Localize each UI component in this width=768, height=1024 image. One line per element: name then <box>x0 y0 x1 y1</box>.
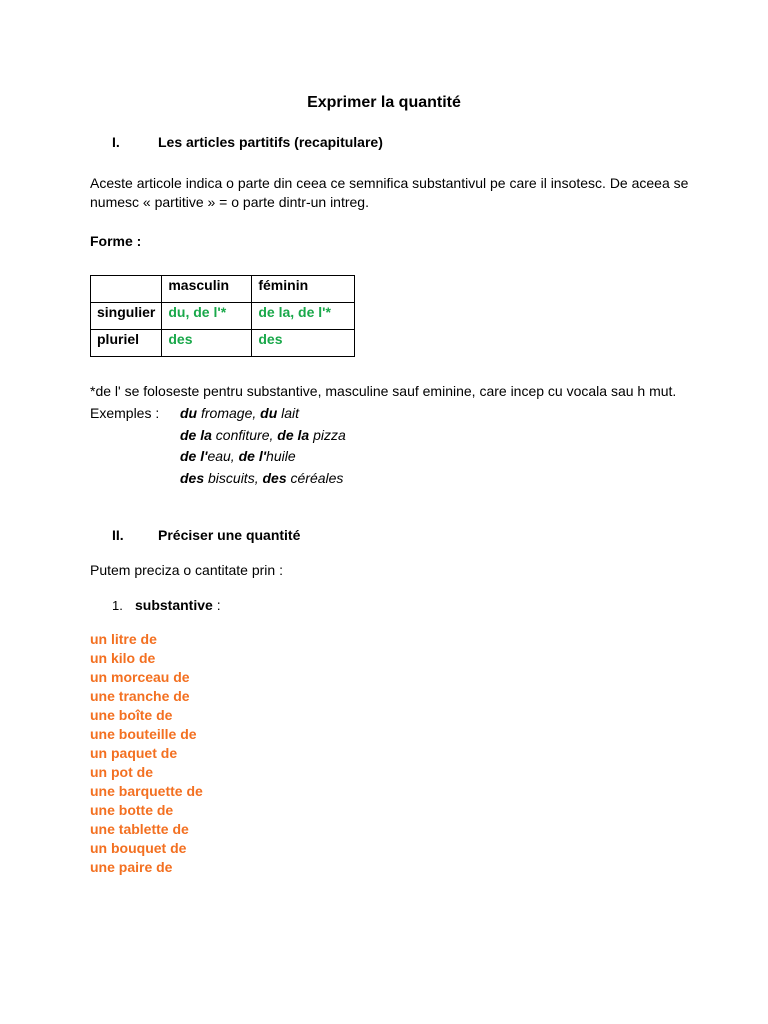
quantity-expressions-list <box>90 630 203 877</box>
list-suffix: : <box>212 597 221 613</box>
example-noun: pizza <box>309 427 346 443</box>
quantity-expression: une botte de <box>90 802 174 818</box>
example-article: du <box>180 405 198 421</box>
section-2-title: Préciser une quantité <box>158 527 301 543</box>
section-1-heading <box>112 133 383 151</box>
list-label: substantive <box>135 597 213 613</box>
table-row <box>91 303 355 330</box>
feminine-form: des <box>252 330 355 357</box>
section-2-heading <box>112 526 300 544</box>
numbered-list-item <box>112 596 221 615</box>
quantity-expression: une paire de <box>90 859 173 875</box>
example-line <box>180 404 299 422</box>
table-header-cell: féminin <box>252 276 355 303</box>
example-noun: eau, <box>207 448 239 464</box>
example-noun: huile <box>266 448 296 464</box>
example-article: des <box>262 470 287 486</box>
feminine-form: de la, de l'* <box>252 303 355 330</box>
quantity-expression: un bouquet de <box>90 840 187 856</box>
partitive-forms-table <box>90 275 355 357</box>
example-article: de l' <box>238 448 267 464</box>
table-header-row <box>91 276 355 303</box>
quantity-expression: un morceau de <box>90 669 190 685</box>
putem-paragraph: Putem preciza o cantitate prin : <box>90 562 283 578</box>
quantity-expression: un kilo de <box>90 650 156 666</box>
example-noun: confiture, <box>211 427 278 443</box>
example-line <box>180 447 296 465</box>
masculine-form: des <box>162 330 252 357</box>
table-header-cell <box>91 276 162 303</box>
footnote: *de l' se foloseste pentru substantive, masculine sauf eminine, care incep cu vocala sau h mut. <box>90 383 677 399</box>
example-article: de l' <box>180 448 208 464</box>
example-noun: fromage, <box>197 405 261 421</box>
row-label: singulier <box>91 303 162 330</box>
example-noun: céréales <box>286 470 344 486</box>
example-line <box>180 426 346 444</box>
example-article: de la <box>180 427 212 443</box>
quantity-expression: une barquette de <box>90 783 203 799</box>
example-noun: lait <box>277 405 300 421</box>
section-1-number: I. <box>112 134 120 150</box>
example-article: du <box>260 405 278 421</box>
quantity-expression: un litre de <box>90 631 157 647</box>
masculine-form: du, de l'* <box>162 303 252 330</box>
section-1-title: Les articles partitifs (recapitulare) <box>158 134 383 150</box>
page-title: Exprimer la quantité <box>307 94 461 111</box>
example-article: des <box>180 470 205 486</box>
example-article: de la <box>277 427 310 443</box>
quantity-expression: un paquet de <box>90 745 178 761</box>
quantity-expression: un pot de <box>90 764 153 780</box>
table-row <box>91 330 355 357</box>
example-line <box>180 469 343 487</box>
examples-label: Exemples : <box>90 405 160 421</box>
forme-label: Forme : <box>90 233 142 249</box>
quantity-expression: une boîte de <box>90 707 173 723</box>
quantity-expression: une tranche de <box>90 688 190 704</box>
quantity-expression: une bouteille de <box>90 726 197 742</box>
example-noun: biscuits, <box>204 470 263 486</box>
row-label: pluriel <box>91 330 162 357</box>
section-2-number: II. <box>112 527 124 543</box>
intro-paragraph: Aceste articole indica o parte din ceea ce semnifica substantivul pe care il insotesc. De aceea se numesc « partitive » = o parte dintr-un intreg. <box>90 175 689 210</box>
list-number: 1. <box>112 598 123 613</box>
table-header-cell: masculin <box>162 276 252 303</box>
quantity-expression: une tablette de <box>90 821 189 837</box>
